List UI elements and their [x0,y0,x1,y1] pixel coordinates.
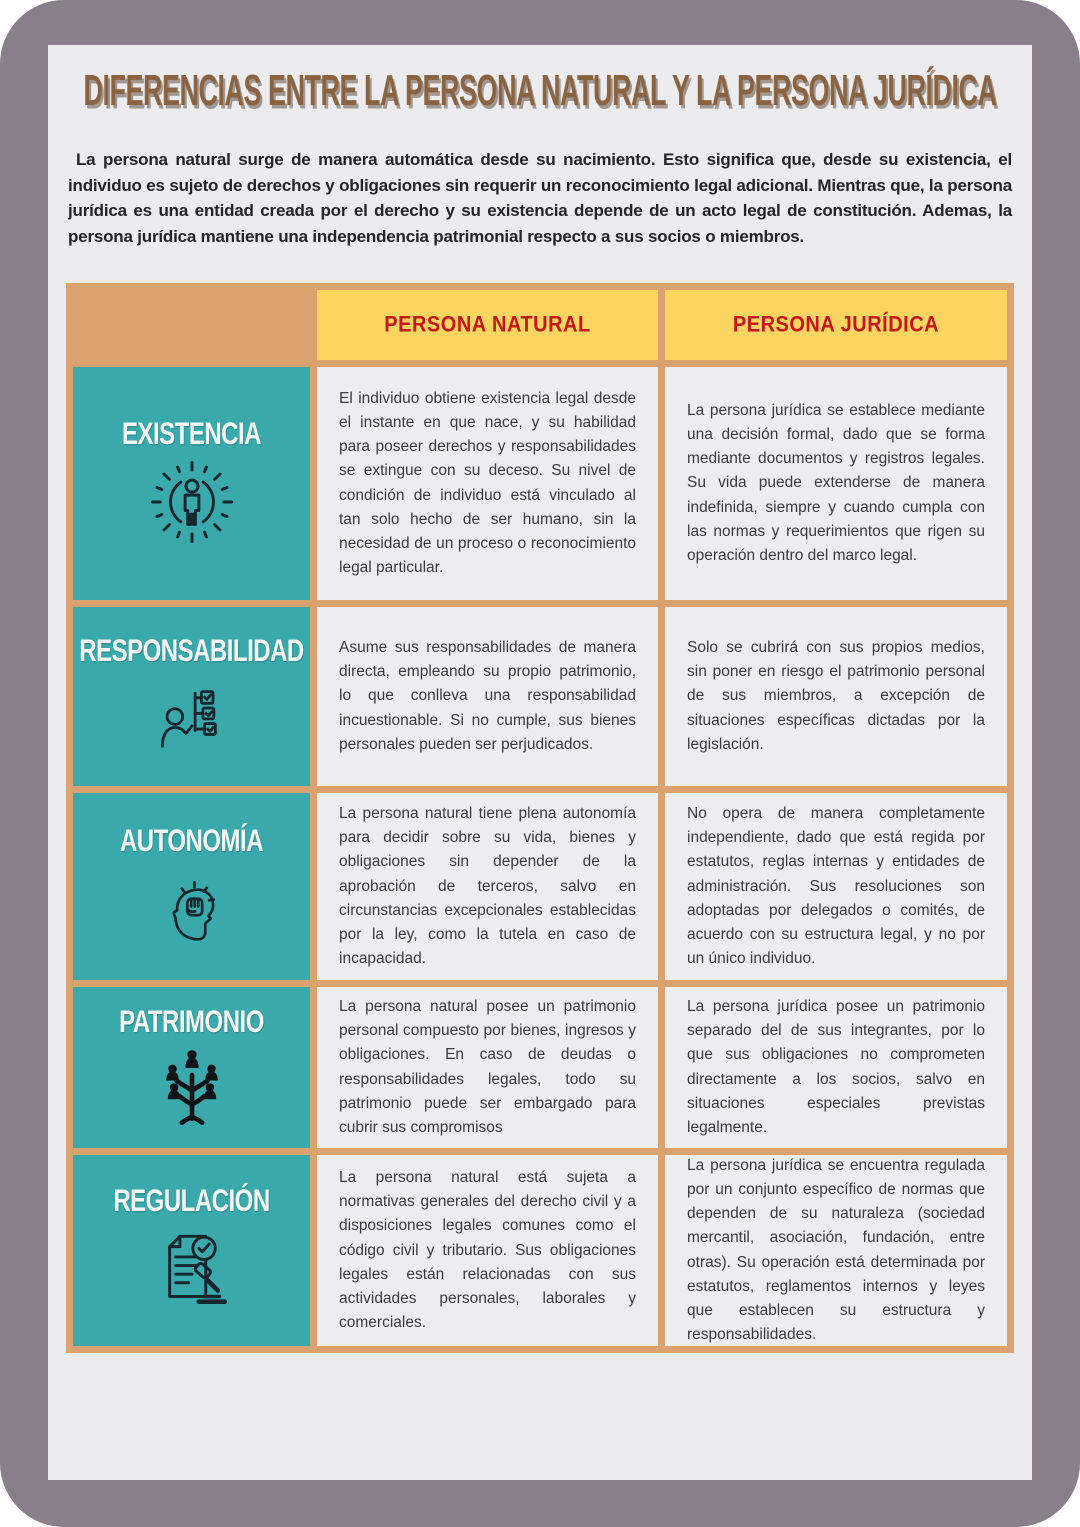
people-tree-icon [153,1047,231,1125]
cell-text: Solo se cubrirá con sus propios medios, sin poner en riesgo el patrimonio personal de sus miembros, a excepción de situaciones específicas dictadas por la legislación. [687,639,985,753]
person-checklist-icon [153,676,231,754]
row-header-responsabilidad [73,607,310,786]
cell-text: La persona natural está sujeta a normativas generales del derecho civil y a disposiciones legales comunes como el código civil y tributario. Sus obligaciones legales están relacionadas con sus actividades personales, laborales y comerciales. [339,1169,636,1331]
row-label: RESPONSABILIDAD [79,633,304,669]
cell-autonomia-natural [317,793,658,980]
cell-existencia-natural [317,367,658,600]
cell-text: No opera de manera completamente independiente, dado que está regida por estatutos, reglas internas y entidades de administración. Sus resoluciones son adoptadas por delegados o comités, de acuerdo con su estructura legal, y no por un único individuo. [687,805,985,967]
cell-responsabilidad-natural [317,607,658,786]
title-wrap [66,65,1014,117]
row-label: EXISTENCIA [121,416,262,452]
cell-patrimonio-natural [317,987,658,1148]
cell-responsabilidad-juridica [665,607,1007,786]
row-header-existencia [73,367,310,600]
cell-autonomia-juridica [665,793,1007,980]
cell-regulacion-natural [317,1155,658,1346]
cell-text: La persona natural tiene plena autonomía para decidir sobre su vida, bienes y obligaciones sin depender de la aprobación de terceros, salvo en circunstancias excepcionales establecidas por la ley, como la tutela en caso de incapacidad. [339,805,636,967]
cell-existencia-juridica [665,367,1007,600]
head-fist-icon [153,866,231,944]
page-title: DIFERENCIAS ENTRE LA PERSONA NATURAL Y LA PERSONA JURÍDICA [83,66,997,115]
comparison-table [66,283,1014,1353]
cell-text: La persona jurídica se establece mediante una decisión formal, dado que se forma mediante documentos y registros legales. Su vida puede extenderse de manera indefinida, siempre y cuando cumpla con las normas y requerimientos que rigen su operación dentro del marco legal. [687,402,985,564]
row-label: REGULACIÓN [113,1183,270,1219]
column-header-label: PERSONA JURÍDICA [732,312,940,337]
cell-patrimonio-juridica [665,987,1007,1148]
cell-text: El individuo obtiene existencia legal desde el instante en que nace, y su habilidad para poseer derechos y responsabilidades se extingue con su deceso. Su nivel de condición de individuo está vinculado al tan solo hecho de ser humano, sin la necesidad de un proceso o reconocimiento legal particular. [339,390,636,576]
cell-text: La persona jurídica posee un patrimonio separado del de sus integrantes, por lo que sus obligaciones no comprometen directamente a los socios, salvo en situaciones especiales previstas legalmente. [687,998,985,1136]
document-gavel-icon [149,1226,235,1312]
row-header-patrimonio [73,987,310,1148]
row-label: AUTONOMÍA [119,823,264,859]
person-radiance-icon [149,459,235,545]
row-header-regulacion [73,1155,310,1346]
column-header-persona-natural [317,290,658,360]
column-header-label: PERSONA NATURAL [384,312,591,337]
page-background [48,45,1032,1480]
row-header-autonomia [73,793,310,980]
cell-regulacion-juridica [665,1155,1007,1346]
cell-text: La persona jurídica se encuentra regulada por un conjunto específico de normas que dependen de su naturaleza (sociedad mercantil, asociación, fundación, entre otras). Su operación está determinada por estatutos, reglamentos internos y leyes que establecen su estructura y responsabilidades. [687,1157,985,1343]
cell-text: Asume sus responsabilidades de manera directa, empleando su propio patrimonio, lo que conlleva una responsabilidad incuestionable. Si no cumple, sus bienes personales pueden ser perjudicados. [339,639,636,753]
intro-paragraph: La persona natural surge de manera automática desde su nacimiento. Esto significa que, desde su existencia, el individuo es sujeto de derechos y obligaciones sin requerir un reconocimiento legal adicional. Mientras que, la persona jurídica es una entidad creada por el derecho y su existencia depende de un acto legal de constitución. Ademas, la persona jurídica mantiene una independencia patrimonial respecto a sus socios o miembros. [68,150,1012,246]
cell-text: La persona natural posee un patrimonio personal compuesto por bienes, ingresos y obligaciones. En caso de deudas o responsabilidades legales, todo su patrimonio puede ser embargado para cubrir sus compromisos [339,998,636,1136]
corner-cell [73,290,310,360]
row-label: PATRIMONIO [119,1004,264,1040]
column-header-persona-juridica [665,290,1007,360]
